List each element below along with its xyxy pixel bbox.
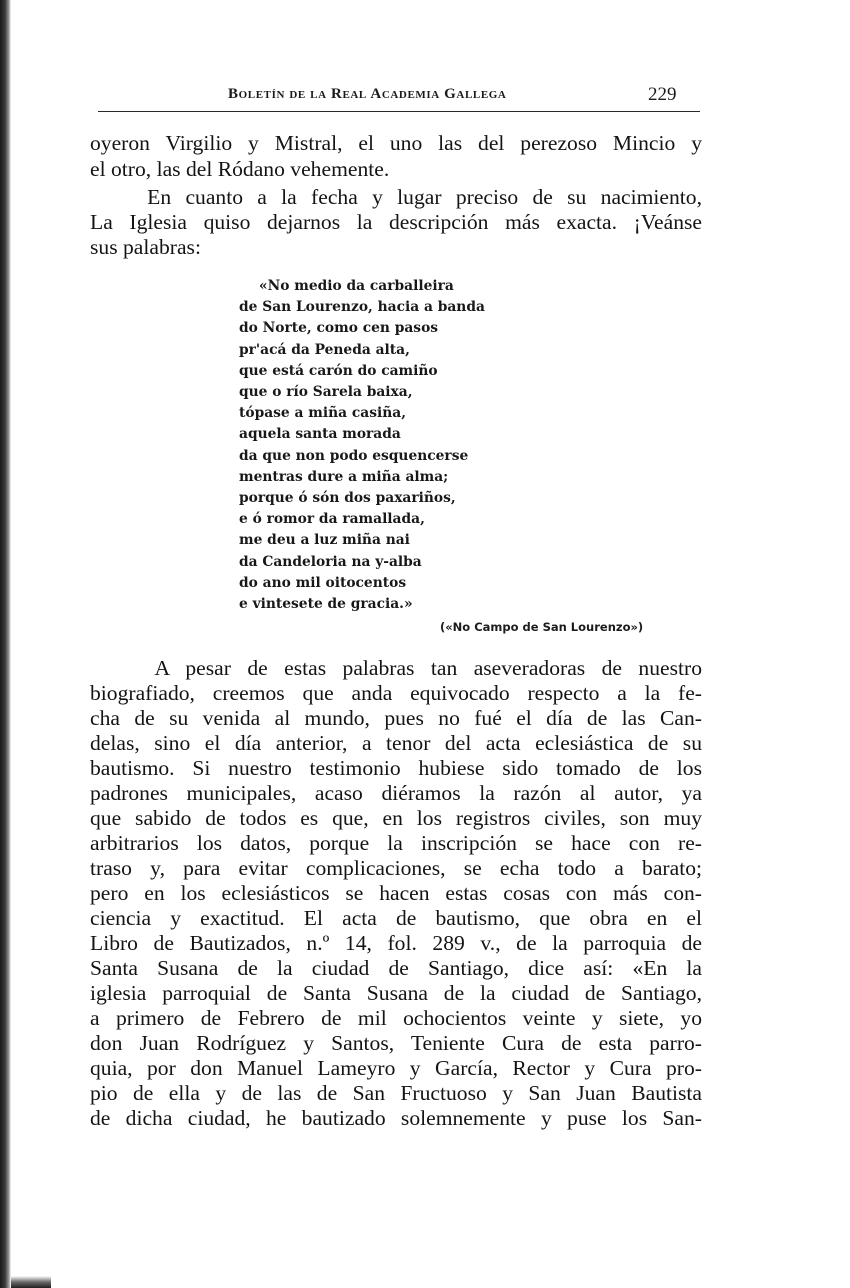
body-line: delas, sino el día anterior, a tenor del acta eclesiástica de su	[90, 731, 702, 755]
body-line: biografiado, creemos que anda equivocado respecto a la fe-	[90, 681, 702, 705]
poem-line: do ano mil oitocentos	[239, 575, 407, 591]
poem-line: da que non podo esquencerse	[239, 448, 469, 464]
body-line: iglesia parroquial de Santa Susana de la ciudad de Santiago,	[90, 981, 702, 1005]
body-line: bautismo. Si nuestro testimonio hubiese sido tomado de los	[90, 756, 702, 780]
poem-line: que está carón do camiño	[239, 363, 438, 379]
body-line: pero en los eclesiásticos se hacen estas cosas con más con-	[90, 881, 702, 905]
poem-line: aquela santa morada	[239, 426, 401, 442]
page-number: 229	[648, 84, 677, 105]
poem-line: tópase a miña casiña,	[239, 405, 406, 421]
intro-line: En cuanto a la fecha y lugar preciso de su nacimiento,	[90, 185, 702, 209]
body-line: que sabido de todos es que, en los registros civiles, son muy	[90, 806, 702, 830]
poem-line: porque ó són dos paxariños,	[239, 490, 456, 506]
body-line: traso y, para evitar complicaciones, se echa todo a barato;	[90, 856, 702, 880]
page-corner-shadow	[11, 1276, 51, 1288]
body-line: cha de su venida al mundo, pues no fué el día de las Can-	[90, 706, 702, 730]
poem-line: pr'acá da Peneda alta,	[239, 342, 410, 358]
body-line: padrones municipales, acaso diéramos la razón al autor, ya	[90, 781, 702, 805]
poem-line: me deu a luz miña nai	[239, 532, 410, 548]
body-line: Santa Susana de la ciudad de Santiago, dice así: «En la	[90, 956, 702, 980]
book-spine-shadow	[0, 0, 11, 1288]
poem-line: do Norte, como cen pasos	[239, 320, 439, 336]
body-line: de dicha ciudad, he bautizado solemnemente y puse los San-	[90, 1106, 702, 1130]
intro-line: oyeron Virgilio y Mistral, el uno las del perezoso Mincio y	[90, 131, 702, 155]
poem-attribution: («No Campo de San Lourenzo»)	[440, 620, 644, 634]
body-line: don Juan Rodríguez y Santos, Teniente Cura de esta parro-	[90, 1031, 702, 1055]
poem-line: e vintesete de gracia.»	[239, 596, 413, 612]
intro-line: el otro, las del Ródano vehemente.	[90, 157, 390, 181]
header-rule	[98, 111, 700, 112]
poem-line: que o río Sarela baixa,	[239, 384, 413, 400]
poem-line: de San Lourenzo, hacia a banda	[239, 299, 485, 315]
body-line: A pesar de estas palabras tan aseveradoras de nuestro	[90, 656, 702, 680]
intro-line: sus palabras:	[90, 235, 201, 259]
body-line: pio de ella y de las de San Fructuoso y San Juan Bautista	[90, 1081, 702, 1105]
intro-line: La Iglesia quiso dejarnos la descripción más exacta. ¡Veánse	[90, 210, 702, 234]
body-line: arbitrarios los datos, porque la inscripción se hace con re-	[90, 831, 702, 855]
poem-line: «No medio da carballeira	[259, 278, 454, 294]
poem-line: e ó romor da ramallada,	[239, 511, 425, 527]
body-line: Libro de Bautizados, n.º 14, fol. 289 v., de la parroquia de	[90, 931, 702, 955]
body-line: ciencia y exactitud. El acta de bautismo, que obra en el	[90, 906, 702, 930]
body-line: a primero de Febrero de mil ochocientos veinte y siete, yo	[90, 1006, 702, 1030]
poem-line: da Candeloria na y-alba	[239, 554, 422, 570]
body-line: quia, por don Manuel Lameyro y García, Rector y Cura pro-	[90, 1056, 702, 1080]
running-head: Boletín de la Real Academia Gallega	[228, 86, 507, 102]
poem-line: mentras dure a miña alma;	[239, 469, 449, 485]
